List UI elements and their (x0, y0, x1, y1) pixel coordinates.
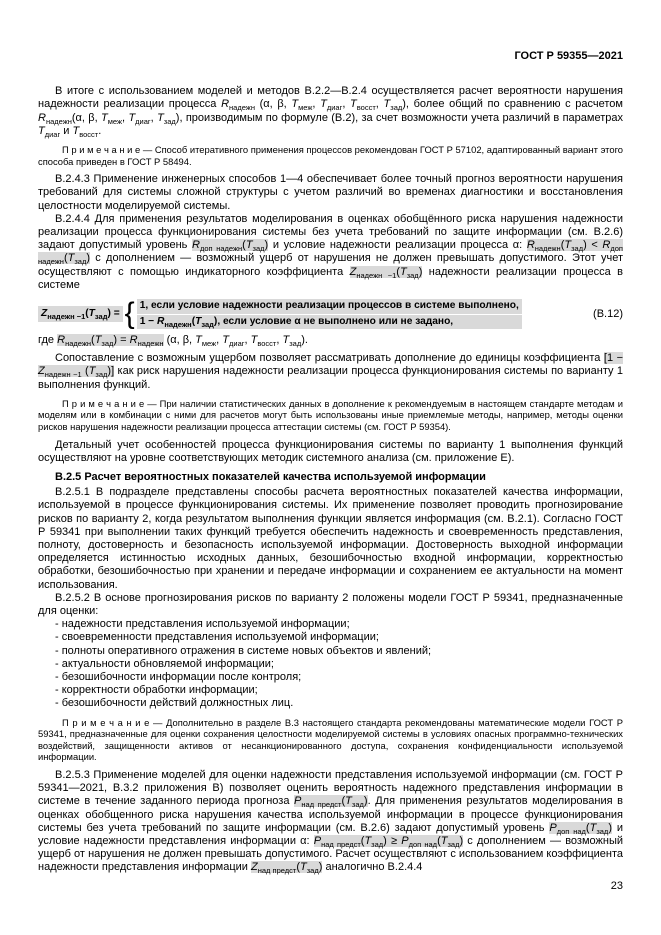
equation-number: (В.12) (593, 307, 623, 320)
equation-cases (137, 299, 522, 329)
note-1: П р и м е ч а н и е — Способ итеративного применения процессов рекомендован ГОСТ Р 57102, адаптированный вариант этого способа приведен в ГОСТ Р 58494. (38, 144, 623, 167)
paragraph-intro: В итоге с использованием моделей и методов В.2.2—В.2.4 осуществляется расчет вероятности нарушения надежности реализации процесса $R_{надежн}$ (α, β, $T_{меж}$, $T_{диаг}$, $T_{восст}$, $T_{зад}$), более общий по сравнению с расчетом $R_{надежн}(\alpha$, β, $T_{меж}$, $T_{диаг}$, $T_{зад}$), производимым по формуле (В.2), за счет возможности учета различий в параметрах $T_{диаг}$ и $T_{восст}$. (38, 85, 623, 139)
doc-number: ГОСТ Р 59355—2021 (514, 50, 623, 62)
clause-b2-5-2: В.2.5.2 В основе прогнозирования рисков по варианту 2 положены модели ГОСТ Р 59341, предназначенные для оценки: (38, 591, 623, 618)
equation-lhs: $Z_{надежн -1}(T_{зад})$ = (38, 306, 123, 323)
note-2: П р и м е ч а н и е — При наличии статистических данных в дополнение к рекомендуемым в настоящем стандарте методам и моделям или в комбинации с ними для расчетов могут быть использованы иные приемлемые методы, например, методы оценки рисков нарушения надежности реализации процесса аттестации системы (см. ГОСТ Р 59354). (38, 397, 623, 433)
list-item: - полноты оперативного отражения в системе новых объектов и явлений; (55, 644, 432, 657)
list-item: - актуальности обновляемой информации; (55, 657, 274, 670)
list-item: - корректности обработки информации; (55, 684, 258, 697)
list-item: - безошибочности действий должностных лиц. (55, 697, 294, 710)
clause-b2-4-3: В.2.4.3 Применение инженерных способов 1—4 обеспечивает более точный прогноз вероятности нарушения требований для системы сложной структуры с учетом различий во временах диагностики и восстановления целостности моделируемой системы. (38, 173, 623, 212)
list-item: - своевременности представления используемой информации; (55, 631, 379, 644)
heading-b2-5: В.2.5 Расчет вероятностных показателей качества используемой информации (55, 471, 486, 484)
equation-brace: { (124, 297, 135, 331)
equation-case-1: 1, если условие надежности реализации процессов в системе выполнено, (137, 299, 522, 314)
clause-b2-5-1: В.2.5.1 В подразделе представлены способы расчета вероятностных показателей качества информации, используемой в процессе функционирования системы. Их применение позволяет проводить прогнозирование рисков по варианту 2, когда результатом выполнения функции является информация (см. В.2.1). Согласно ГОСТ Р 59341 при выполнении таких функций требуется обеспечить надежность и своевременность представления, полноту, достоверность и безопасность используемой информации. Достоверность выходной информации определяется истинностью исходных данных, безошибочностью входной информации, корректностью обработки, безошибочностью при хранении и передаче информации и сохранением ее актуальности на момент использования. (38, 486, 623, 591)
note-3: П р и м е ч а н и е — Дополнительно в разделе В.3 настоящего стандарта рекомендованы математические модели ГОСТ Р 59341, предназначенные для оценки сохранения целостности моделируемой системы в условиях опасных программно-технических воздействий, защищенности активов от несанкционированного доступа, сохранения конфиденциальности используемой информации. (38, 716, 623, 763)
clause-b2-5-3: В.2.5.3 Применение моделей для оценки надежности представления используемой информации (см. ГОСТ Р 59341—2021, В.3.2 приложения В) позволяет оценить вероятность надежного представления информации в системе в течение заданного периода прогноза $P_{над предст}(T_{зад})$. Для применения результатов моделирования в оценках обобщенного риска нарушения качества используемой информации в процессе функционирования системы без учета требований по защите информации (см. В.2.6) задают допустимый уровень $P_{доп над}(T_{зад})$ и условие надежности представления информации α: $P_{над предст}(T_{зад}) \ge P_{доп над}(T_{зад})$ с дополнением — возможный ущерб от нарушения не должен превышать допустимого. Расчет осуществляют с использованием коэффициента надежности представления информации $Z_{над предст}(T_{зад})$ аналогично В.2.4.4 (38, 769, 623, 876)
bullet-list (38, 618, 623, 710)
equation-where-line: где $R_{надежн}(T_{зад}) = R_{надежн}$ (α, β, $T_{меж}$, $T_{диаг}$, $T_{восст}$, $T_{зад}$). (38, 334, 308, 349)
equation-b12 (38, 299, 623, 329)
clause-b2-4-4: В.2.4.4 Для применения результатов моделирования в оценках обобщённого риска нарушения надежности реализации процесса функционирования системы без учета требований по защите информации (см. В.2.6) задают допустимый уровень $R_{доп надежн}(T_{зад})$ и условие надежности реализации процесса α: $R_{надежн}(T_{зад}) < R_{доп надежн}(T_{зад})$ с дополнением — возможный ущерб от нарушения не должен превышать допустимого. Этот учет осуществляют с помощью индикаторного коэффициента $Z_{надежн -1}(T_{зад})$ надежности реализации процесса в системе (38, 212, 623, 291)
paragraph-comparison: Сопоставление с возможным ущербом позволяет рассматривать дополнение до единицы коэффициента [$1 - Z_{надежн -1}$ $(T_{зад})$] как риск нарушения надежности реализации процесса функционирования системы по варианту 1 выполнения функций. (38, 352, 624, 391)
list-item: - безошибочности информации после контроля; (55, 671, 302, 684)
paragraph-detail: Детальный учет особенностей процесса функционирования системы по варианту 1 выполнения функций осуществляют на уровне соответствующих методик системного анализа (см. приложение Е). (38, 438, 623, 464)
page-number: 23 (610, 879, 623, 892)
list-item: - надежности представления используемой информации; (55, 618, 350, 631)
equation-case-2: $1 - R_{надежн}(T_{зад})$, если условие α не выполнено или не задано, (137, 315, 522, 330)
